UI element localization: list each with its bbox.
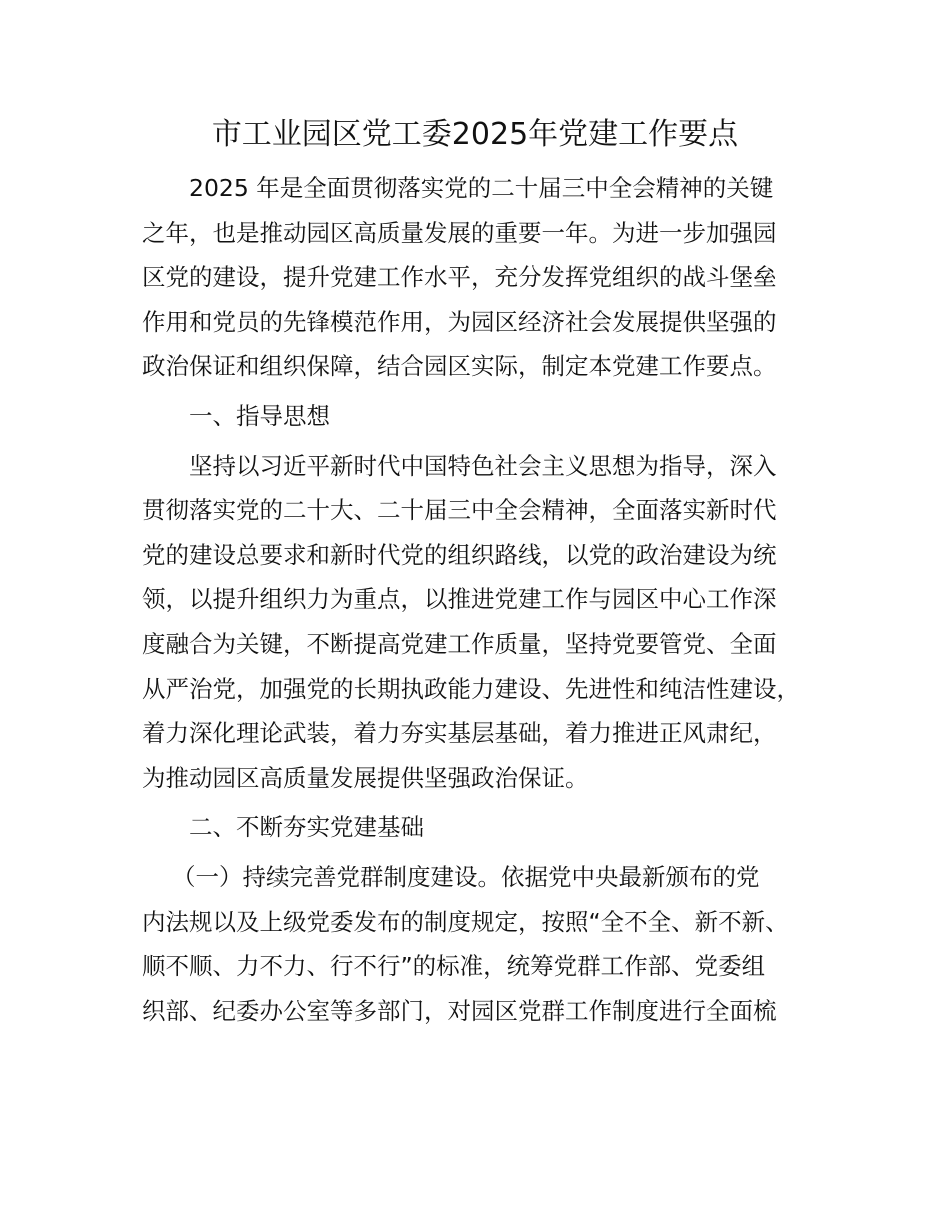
text-line: 贯彻落实党的二十大、二十届三中全会精神，全面落实新时代 (142, 496, 777, 525)
text-line: 区党的建设，提升党建工作水平，充分发挥党组织的战斗堡垒 (142, 263, 777, 292)
text-line: （一）持续完善党群制度建设。依据党中央最新颁布的党 (172, 862, 760, 891)
text-line: 党的建设总要求和新时代党的组织路线，以党的政治建设为统 (142, 540, 777, 569)
text-line: 着力深化理论武装，着力夯实基层基础，着力推进正风肃纪， (142, 719, 777, 748)
section1-paragraph (142, 444, 832, 801)
section-heading: 一、指导思想 (189, 401, 330, 430)
text-line: 顺不顺、力不力、行不行”的标准，统筹党群工作部、党委组 (142, 952, 766, 981)
text-line: 政治保证和组织保障，结合园区实际，制定本党建工作要点。 (142, 352, 777, 381)
document-title: 市工业园区党工委2025年党建工作要点 (211, 117, 739, 152)
text-line: 之年，也是推动园区高质量发展的重要一年。为进一步加强园 (142, 218, 777, 247)
section-heading: 二、不断夯实党建基础 (189, 813, 424, 842)
text-line: 内法规以及上级党委发布的制度规定，按照“全不全、新不新、 (142, 907, 789, 936)
text-line: 从严治党，加强党的长期执政能力建设、先进性和纯洁性建设， (142, 674, 800, 703)
text-line: 领，以提升组织力为重点，以推进党建工作与园区中心工作深 (142, 585, 777, 614)
text-line: 2025 年是全面贯彻落实党的二十届三中全会精神的关键 (189, 174, 774, 202)
text-line: 坚持以习近平新时代中国特色社会主义思想为指导，深入 (189, 451, 777, 480)
document-body (142, 166, 832, 1033)
text-line: 度融合为关键，不断提高党建工作质量，坚持党要管党、全面 (142, 629, 777, 658)
intro-paragraph (142, 166, 832, 389)
text-line: 织部、纪委办公室等多部门，对园区党群工作制度进行全面梳 (142, 996, 777, 1025)
text-line: 为推动园区高质量发展提供坚强政治保证。 (142, 763, 589, 792)
section2-paragraph (142, 855, 832, 1033)
text-line: 作用和党员的先锋模范作用，为园区经济社会发展提供坚强的 (142, 307, 777, 336)
